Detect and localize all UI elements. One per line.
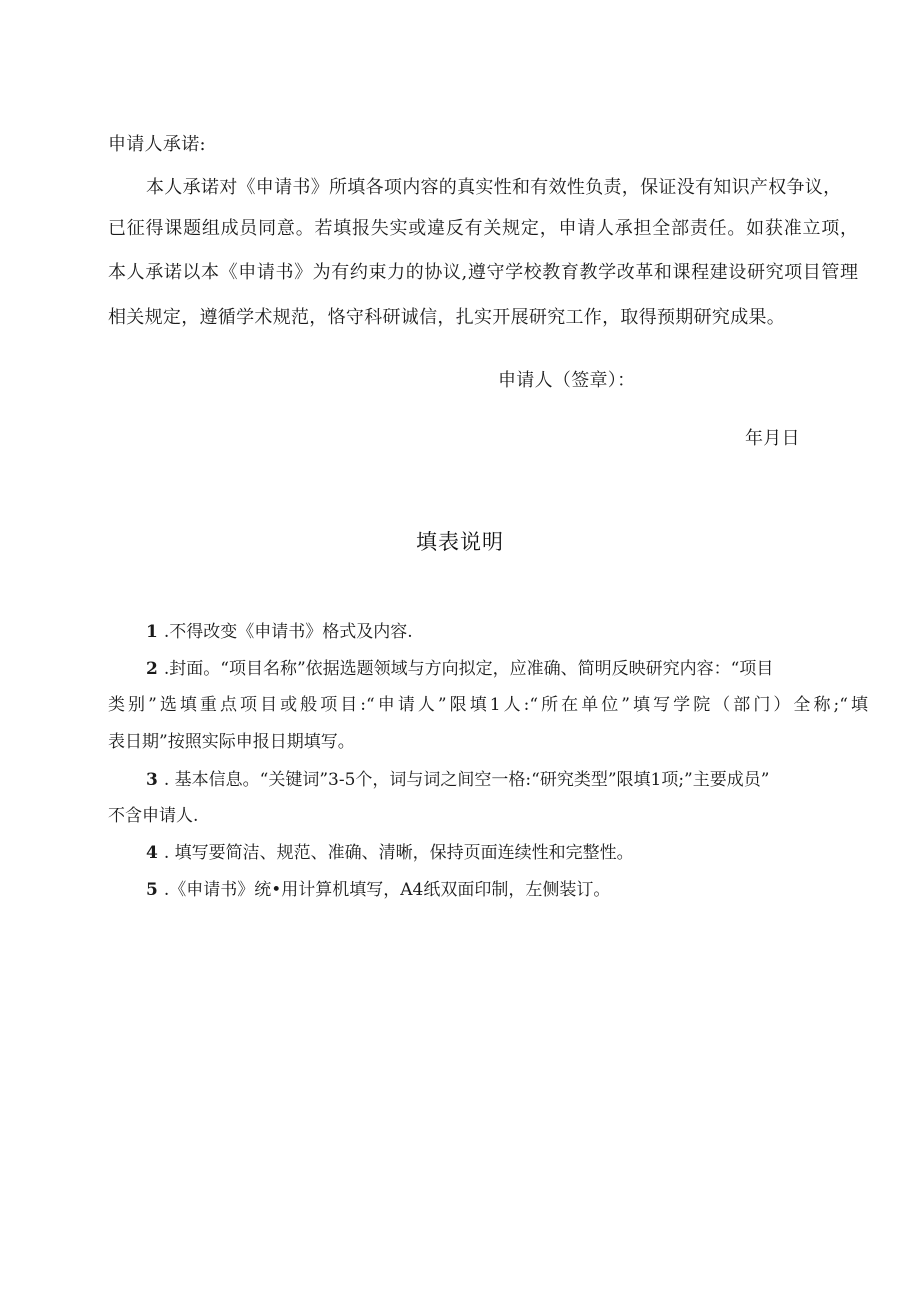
pledge-line-3: 本人承诺以本《申请书》为有约束力的协议,遵守学校教育教学改革和课程建设研究项目管理 xyxy=(108,262,858,283)
item-text: . 基本信息。“关键词”3-5个，词与词之间空一格:“研究类型”限填1项;”主要成员” xyxy=(163,770,770,790)
item-number: 1 xyxy=(146,622,158,642)
item-text-continued: 类别”选填重点项目或般项目:“申请人”限填1人:“所在单位”填写学院（部门）全称;“填 xyxy=(108,695,868,715)
item-number: 5 xyxy=(146,880,158,900)
item-number: 3 xyxy=(146,770,158,790)
item-text: .《申请书》统•用计算机填写，A4纸双面印制，左侧装订。 xyxy=(163,880,611,900)
signature-label: 申请人（签章）： xyxy=(498,370,636,391)
date-label: 年月日 xyxy=(745,428,800,449)
item-text-continued: 不含申请人. xyxy=(108,806,199,826)
list-item xyxy=(146,878,610,902)
pledge-line-4: 相关规定，遵循学术规范，恪守科研诚信，扎实开展研究工作，取得预期研究成果。 xyxy=(108,307,786,328)
list-item xyxy=(146,768,769,792)
list-item xyxy=(146,657,773,681)
instructions-title: 填表说明 xyxy=(416,530,504,554)
pledge-heading: 申请人承诺: xyxy=(108,134,206,155)
item-number: 2 xyxy=(146,659,158,679)
item-text-continued: 表日期”按照实际申报日期填写。 xyxy=(108,732,355,752)
item-text: . 填写要简洁、规范、准确、清晰，保持页面连续性和完整性。 xyxy=(163,843,634,863)
list-item xyxy=(146,620,413,644)
item-text: .不得改变《申请书》格式及内容. xyxy=(163,622,413,642)
pledge-line-1: 本人承诺对《申请书》所填各项内容的真实性和有效性负责，保证没有知识产权争议， xyxy=(146,177,842,198)
item-number: 4 xyxy=(146,843,158,863)
item-text: .封面。“项目名称”依据选题领域与方向拟定，应准确、简明反映研究内容：“项目 xyxy=(163,659,774,679)
list-item xyxy=(146,841,634,865)
pledge-line-2: 已征得课题组成员同意。若填报失实或違反有关规定，申请人承担全部责任。如获准立项， xyxy=(108,218,858,239)
